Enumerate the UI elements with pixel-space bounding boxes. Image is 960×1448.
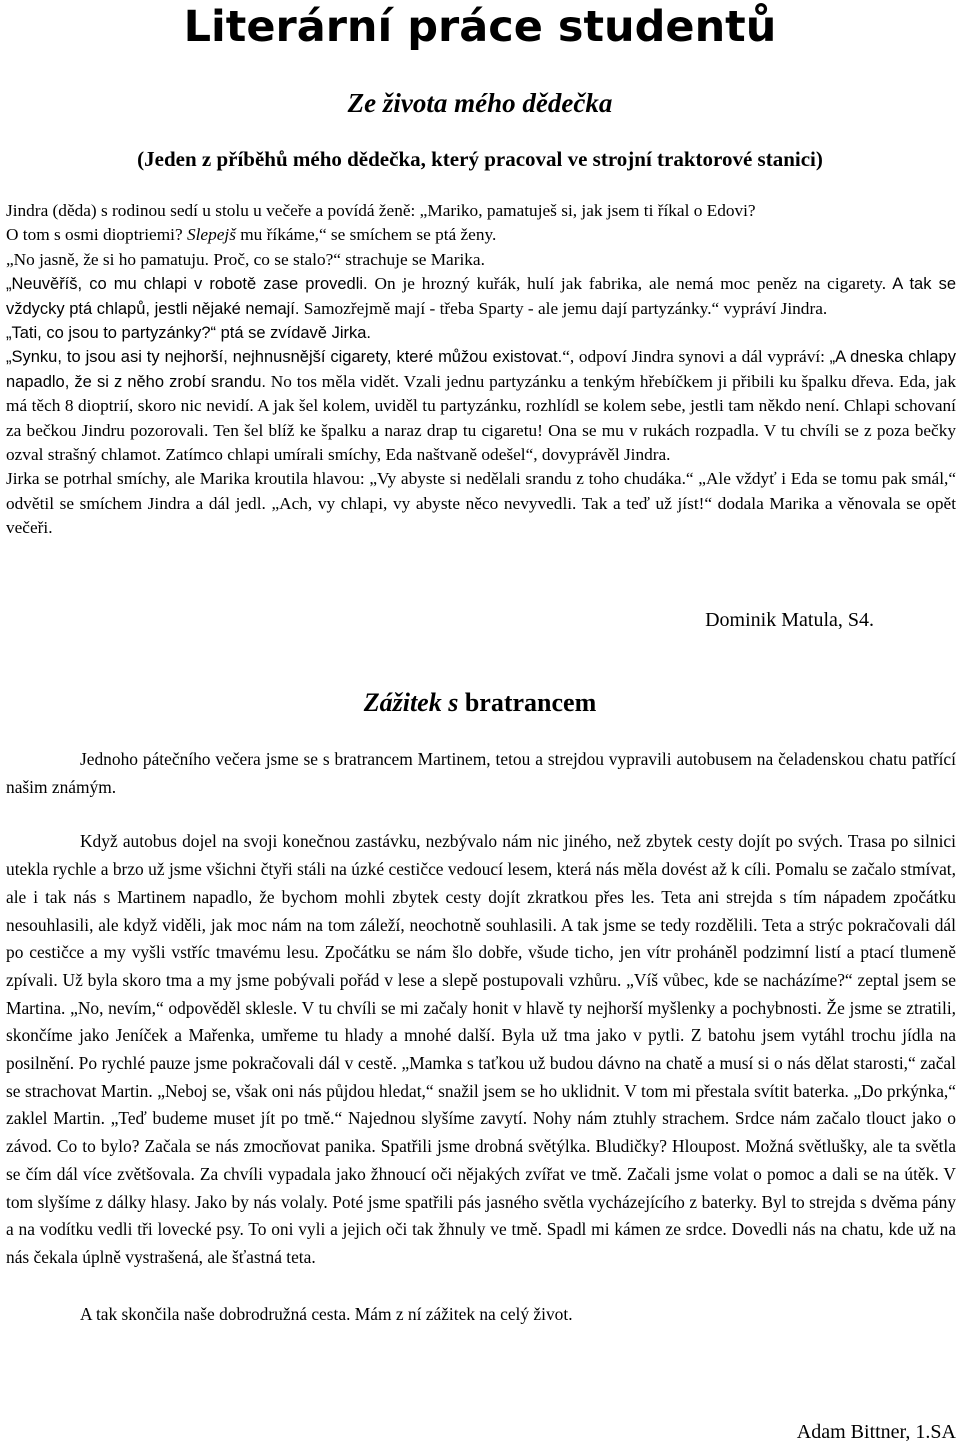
story1-text: Eda, jak má těch 8 dioptrií, skoro nic nevidí.: [6, 371, 956, 416]
story1-paragraph: Jindra (děda) s rodinou sedí u stolu u večeře a povídá ženě: „Mariko, pamatuješ si, jak jsem ti říkal o Edovi?: [6, 201, 756, 220]
story2-paragraph: A tak skončila naše dobrodružná cesta. Mám z ní zážitek na celý život.: [80, 1303, 573, 1324]
story2-paragraph: Jednoho pátečního večera jsme se s bratrancem Martinem, tetou a strejdou vypravili autobusem na čeladenskou chatu patřící našim známým.: [6, 749, 956, 797]
story1-text: V tu chvíli se z poza bečky ozval strašný chlamot.: [6, 420, 956, 465]
story1-paragraph: „Tati, co jsou to partyzánky?“ ptá se zvídavě Jirka.: [6, 324, 371, 343]
story1-text: No tos měla vidět.: [265, 371, 400, 391]
story1-text: Samozřejmě mají - třeba Sparty - ale jemu dají partyzánky.: [299, 298, 712, 318]
story1-paragraph: [6, 272, 956, 321]
story1-italic-text: Slepejš: [186, 225, 236, 245]
story1-text: Ten šel blíž ke špalku a naraz drap tu cigaretu!: [208, 420, 543, 440]
story1-paragraph: Jirka se potrhal smíchy, ale Marika kroutila hlavou: „Vy abyste si nedělali srandu z toho chudáka.“ „Ale vždyť i Eda se tomu pak smál,“ odvětil se smíchem Jindra a dál jedl. „Ach, vy chlapi, vy abyste něco nevyvedli. Tak a teď už jíst!“ dodala Marika a věnovala se opět večeři.: [6, 469, 956, 538]
story1-text: A tak se vždycky ptá chlapů, jestli nějaké nemají.: [6, 275, 957, 318]
story1-text: mu říkáme,“ se smíchem se ptá ženy.: [235, 225, 497, 245]
story1-subtitle: (Jeden z příběhů mého dědečka, který pracoval ve strojní traktorové stanici): [137, 147, 823, 171]
story2-title-rest: bratrancem: [458, 688, 597, 717]
story1-text: „A dneska chlapy napadlo, že si z něho zrobí srandu.: [6, 348, 956, 391]
story2-signature: Adam Bittner, 1.SA: [796, 1421, 956, 1443]
story1-paragraph: „No jasně, že si ho pamatuju. Proč, co se stalo?“ strachuje se Marika.: [6, 249, 485, 269]
story1-text: On je hrozný kuřák, hulí jak fabrika, ale nemá moc peněz na cigarety.: [367, 274, 887, 294]
story2-title-italic: Zážitek s: [363, 688, 459, 717]
story1-text: „Synku, to jsou asi ty nejhorší, nejhnusnější cigarety, které můžou existovat.: [6, 348, 563, 367]
story1-text: Vzali jednu partyzánku a tenkým hřebíčkem ji přibili ku špalku dřeva.: [399, 371, 894, 391]
story1-text: O tom s osmi dioptriemi?: [6, 225, 187, 245]
story2-title: [0, 686, 960, 720]
story1-title: Ze života mého dědečka: [347, 88, 613, 118]
story1-paragraph: [6, 345, 956, 467]
story1-text: „Neuvěříš, co mu chlapi v robotě zase provedli.: [6, 275, 368, 294]
story1-signature: Dominik Matula, S4.: [705, 609, 874, 631]
story1-text: “ vypráví Jindra.: [711, 298, 828, 318]
page-title: Literární práce studentů: [183, 2, 777, 52]
story1-text: Zatímco chlapi umírali smíchy, Eda naštvaně odešel“, dovyprávěl Jindra.: [161, 445, 671, 465]
story1-text: Chlapi schovaní za bečkou Jindru pozorovali.: [6, 396, 956, 440]
story1-paragraph: [6, 223, 956, 247]
story1-text: “, odpoví Jindra synovi a dál vypráví:: [562, 347, 830, 367]
story2-body: [6, 746, 956, 1328]
story1-text: A jak šel kolem, uviděl tu partyzánku, rozhlídl se kolem sebe, jestli tam někdo není.: [253, 396, 840, 416]
story2-paragraph: Když autobus dojel na svoji konečnou zastávku, nezbývalo nám nic jiného, než zbytek cesty dojít po svých. Trasa po silnici utekla rychle a brzo už jsme všichni čtyři stáli na úzké cestičce vedoucí lesem, která nás měla dovést až k cíli. Pomalu se začalo stmívat, ale i tak nás s Martinem napadlo, že bychom mohli zbytek cesty dojít zkratkou přes les. Teta ani strejda s tím nápadem zpočátku nesouhlasili, ale když viděli, jak moc nám na tom záleží, neochotně souhlasili. A tak jsme se tedy rozdělili. Teta a strýc pokračovali dál po cestičce a my vyšli vstříc tmavému lesu. Zpočátku se nám šlo dobře, všude ticho, jen vítr proháněl podzimní listí a ptací tlumeně zpívali. Už byla skoro tma a my jsme pobývali pořád v lese a slepě postupovali vzhůru. „Víš vůbec, kde se nacházíme?“ zeptal jsem se Martina. „No, nevím,“ odpověděl sklesle. V tu chvíli se mi začaly honit v hlavě ty nejhorší myšlenky a pochybnosti. Že jsme se ztratili, skončíme jako Jeníček a Mařenka, umřeme tu hlady a mnohé další. Byla už tma jako v pytli. Z batohu jsem vytáhl trochu jídla na posilnění. Po rychlé pauze jsme pokračovali dál v cestě. „Mamka s taťkou už budou dávno na chatě a musí si o nás dělat starosti,“ začal se strachovat Martin. „Neboj se, však oni nás půjdou hledat,“ snažil jsem se ho uklidnit. V tom mi přestala svítit baterka. „Do prkýnka,“ zaklel Martin. „Teď budeme muset jít po tmě.“ Najednou slyšíme zavytí. Nohy nám ztuhly strachem. Srdce nám začalo tlouct jako o závod. Co to bylo? Začala se nás zmocňovat panika. Spatřili jsme drobná světýlka. Bludičky? Hloupost. Možná světlušky, ale ta světla se čím dál více zvětšovala. Za chvíli vypadala jako žhnoucí oči nějakých zvířat ve tmě. Začali jsme volat o pomoc a dali se na útěk. V tom slyšíme z dálky hlasy. Jako by nás volaly. Poté jsme spatřili pás jasného světla vycházejícího z baterky. Byl to strejda s dvěma pány a na vodítku vedli tři lovecké psy. To oni vyli a jejich oči tak žhnuly ve tmě. Spadl mi kámen ze srdce. Dovedli nás na chatu, kde už na nás čekala úplně vystrašená, ale šťastná teta.: [6, 831, 956, 1267]
story1-text: Ona se mu v rukách rozpadla.: [542, 420, 759, 440]
story1-body: [6, 199, 956, 541]
